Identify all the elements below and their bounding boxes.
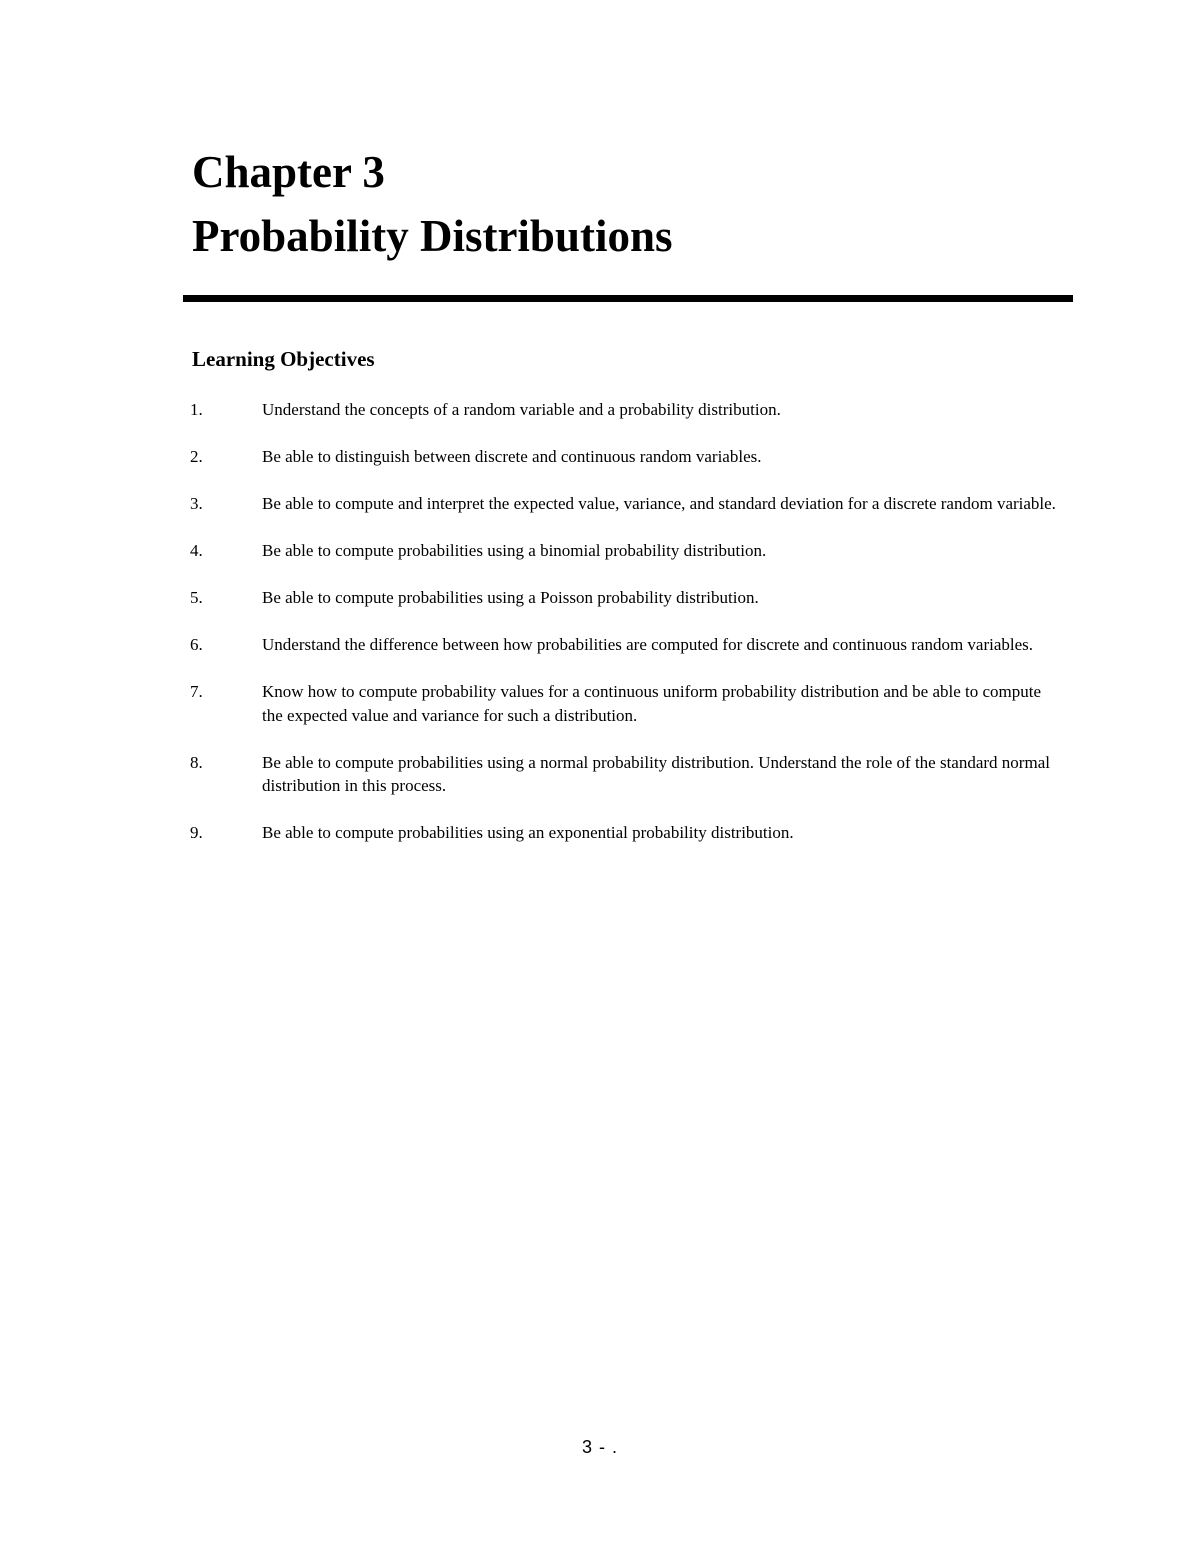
list-item [190,445,1060,469]
item-text: Be able to compute probabilities using an exponential probability distribution. [262,823,794,842]
heading-divider [183,295,1073,302]
list-item [190,751,1060,798]
list-item [190,492,1060,516]
item-text: Be able to compute and interpret the expected value, variance, and standard deviation for a discrete random variable. [262,494,1056,513]
item-number: 3. [190,494,203,513]
item-text: Be able to compute probabilities using a binomial probability distribution. [262,541,767,560]
list-item [190,680,1060,727]
chapter-label: Chapter 3 [192,147,385,197]
list-item [190,539,1060,563]
page-number: 3 - . [581,1437,618,1457]
item-text: Understand the concepts of a random variable and a probability distribution. [262,400,781,419]
chapter-heading [192,140,673,268]
list-item [190,821,1060,845]
chapter-title: Probability Distributions [192,211,673,261]
item-number: 1. [190,400,203,419]
item-number: 5. [190,588,203,607]
item-number: 8. [190,752,203,772]
item-text: Know how to compute probability values for a continuous uniform probability distribution and be able to compute the expected value and variance for such a distribution. [262,682,1042,725]
list-item [190,586,1060,610]
item-number: 4. [190,541,203,560]
item-number: 6. [190,635,203,654]
item-number: 7. [190,682,203,701]
item-text: Be able to compute probabilities using a Poisson probability distribution. [262,588,759,607]
item-number: 2. [190,447,203,466]
item-text: Be able to distinguish between discrete and continuous random variables. [262,447,762,466]
list-item [190,633,1060,657]
item-text: Understand the difference between how probabilities are computed for discrete and continuous random variables. [262,635,1034,654]
objectives-list [190,398,1060,868]
section-heading: Learning Objectives [192,347,375,371]
list-item [190,398,1060,422]
item-number: 9. [190,823,203,842]
item-text: Be able to compute probabilities using a normal probability distribution. Understand the role of the standard normal distribution in this process. [262,752,1050,795]
